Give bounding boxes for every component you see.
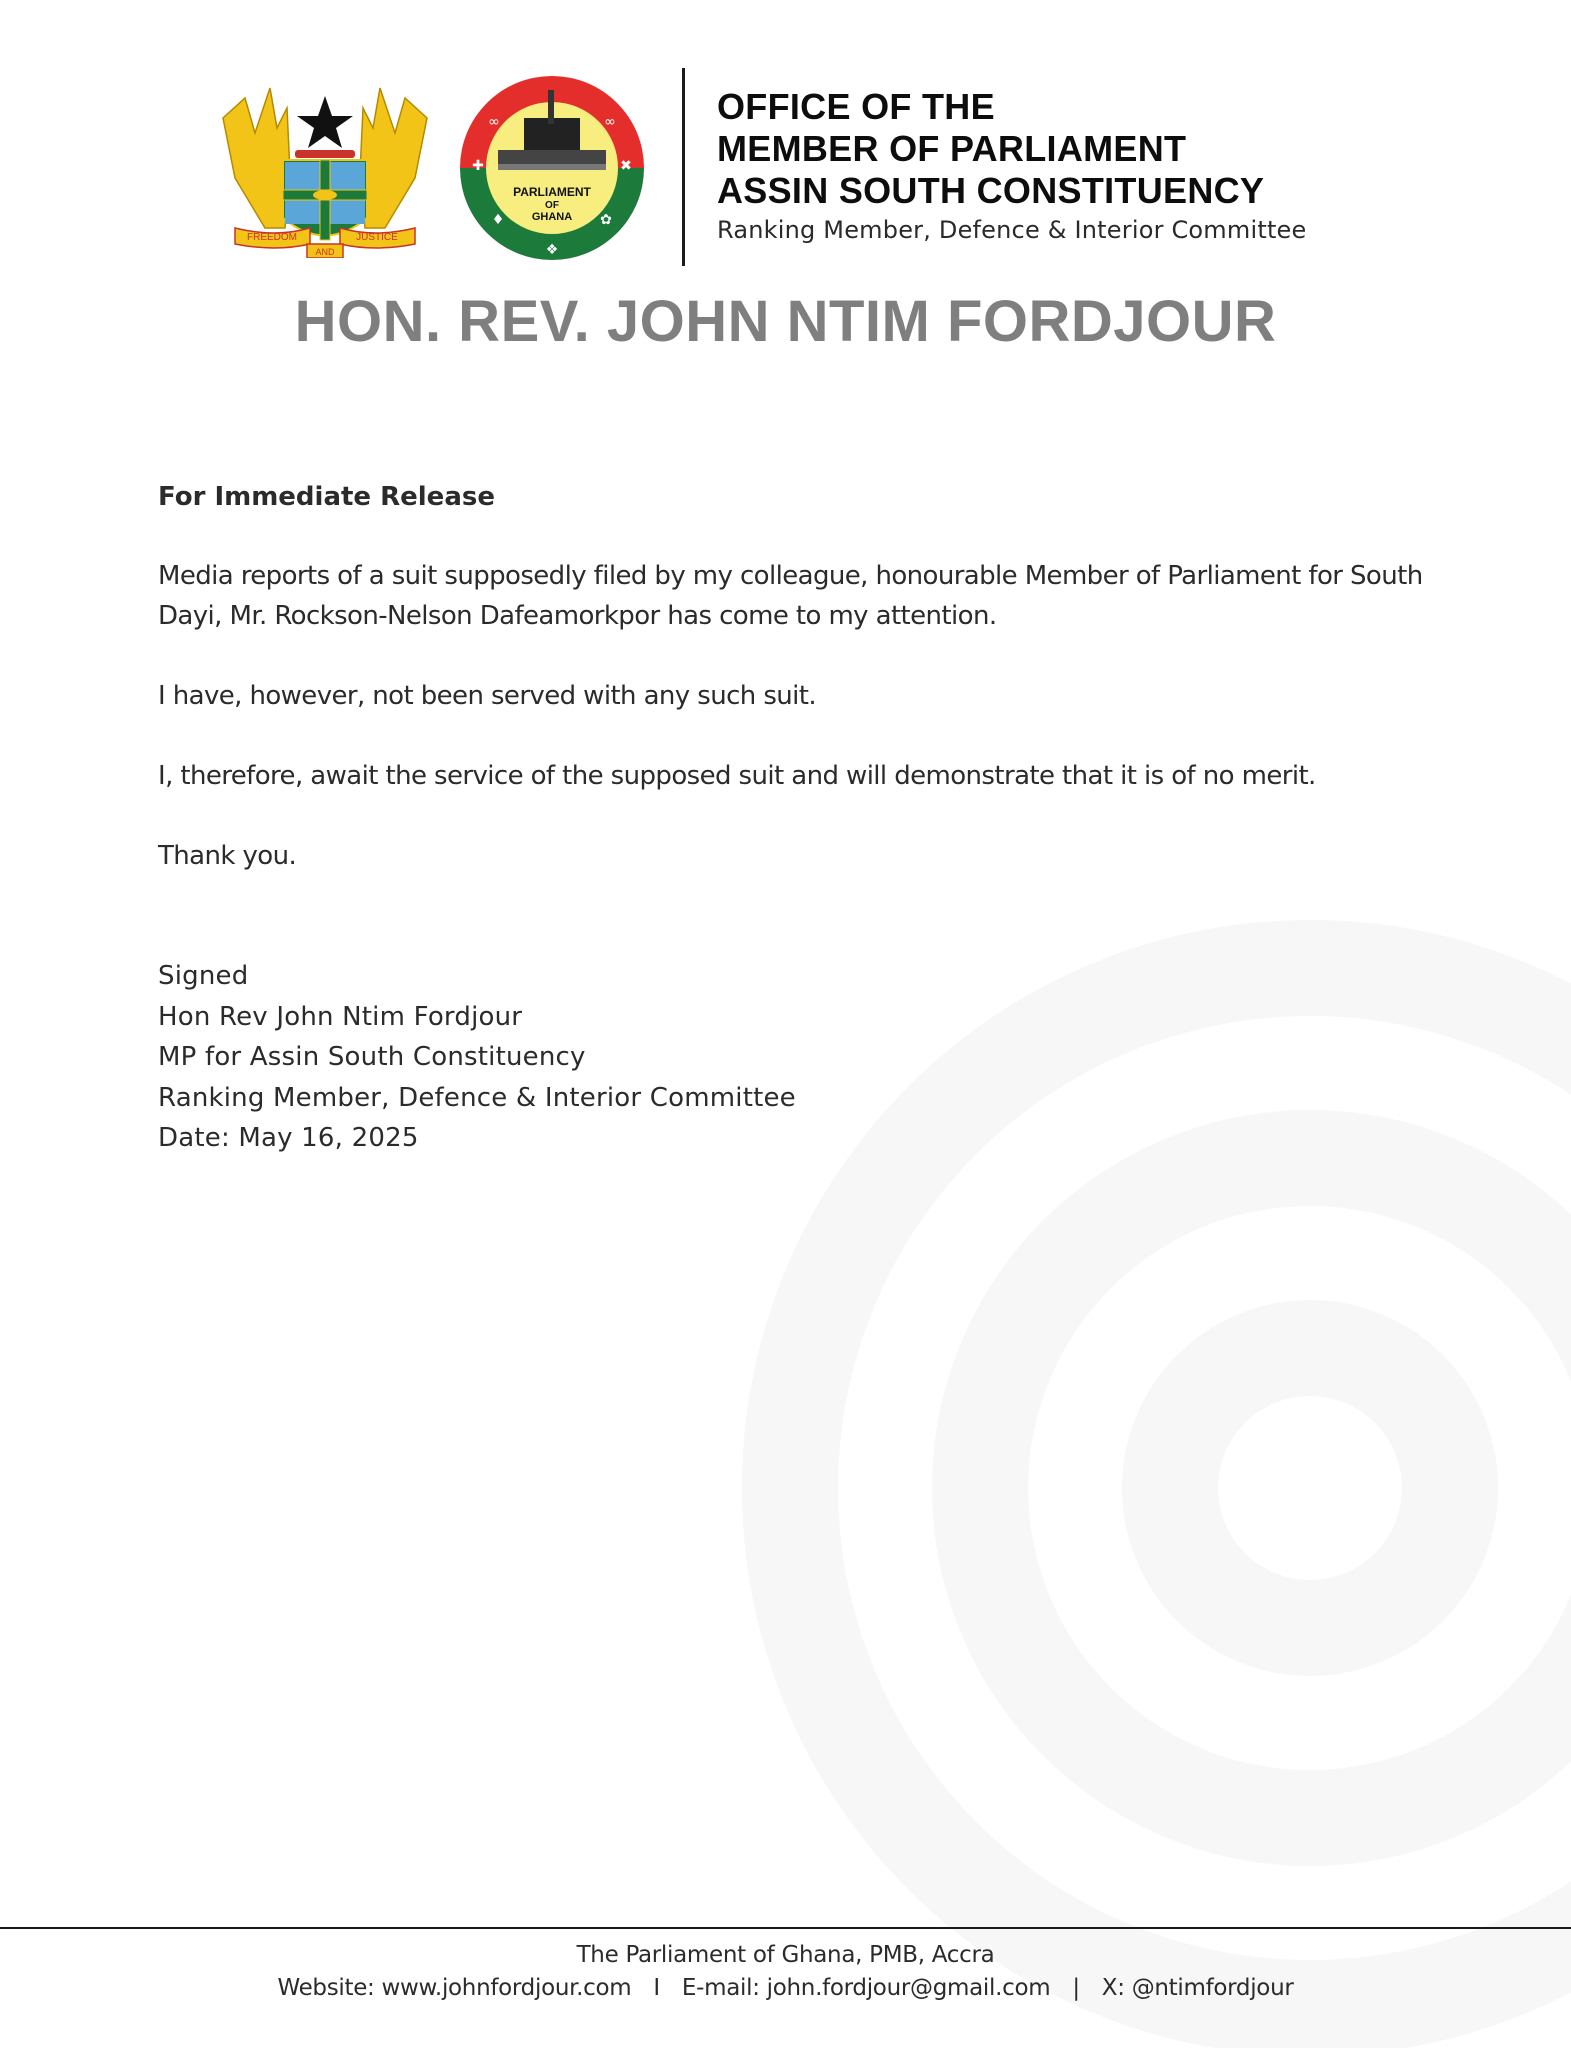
svg-text:✿: ✿	[600, 212, 612, 228]
signature-committee: Ranking Member, Defence & Interior Committee	[158, 1082, 796, 1113]
signature-signed: Signed	[158, 961, 249, 991]
release-label: For Immediate Release	[158, 482, 495, 512]
footer-address: The Parliament of Ghana, PMB, Accra	[576, 1942, 995, 1968]
watermark-ring-inner	[1170, 1348, 1450, 1628]
svg-text:♦: ♦	[491, 212, 505, 228]
footer-x-handle[interactable]: X: @ntimfordjour	[1101, 1975, 1294, 2001]
scroll-justice: JUSTICE	[356, 232, 398, 243]
seal-text-parliament: PARLIAMENT	[513, 185, 591, 199]
office-subtitle: Ranking Member, Defence & Interior Committee	[717, 216, 1307, 244]
signature-date: Date: May 16, 2025	[158, 1123, 419, 1153]
header-divider	[682, 68, 685, 266]
ghana-coat-of-arms-icon	[215, 78, 435, 258]
parliament-of-ghana-seal-icon	[458, 74, 646, 262]
office-line-3: ASSIN SOUTH CONSTITUENCY	[717, 170, 1265, 211]
office-block	[717, 86, 1307, 246]
letter-body	[158, 478, 1438, 1159]
paragraph-2: I have, however, not been served with any such suit.	[158, 681, 817, 711]
office-line-1: OFFICE OF THE	[717, 86, 995, 127]
watermark-ring-middle	[980, 1158, 1571, 1818]
svg-text:∞: ∞	[488, 114, 500, 130]
office-line-2: MEMBER OF PARLIAMENT	[717, 128, 1187, 169]
signature-block	[158, 956, 1438, 1159]
svg-text:✚: ✚	[472, 158, 484, 174]
svg-text:∞: ∞	[604, 114, 616, 130]
mp-name-heading: HON. REV. JOHN NTIM FORDJOUR	[294, 289, 1277, 354]
footer-contacts	[0, 1972, 1571, 2005]
paragraph-4: Thank you.	[158, 841, 297, 871]
footer-separator: |	[1072, 1975, 1080, 2001]
seal-text-ghana: GHANA	[531, 211, 573, 223]
paragraph-1: Media reports of a suit supposedly filed by my colleague, honourable Member of Parliament for South Dayi, Mr. Rockson-Nelson Dafeamorkpor has come to my attention.	[158, 561, 1423, 631]
seal-text-of: OF	[545, 200, 559, 211]
svg-text:✖: ✖	[620, 158, 632, 174]
footer-rule	[0, 1927, 1571, 1929]
signature-constituency: MP for Assin South Constituency	[158, 1042, 586, 1072]
signature-name: Hon Rev John Ntim Fordjour	[158, 1001, 523, 1032]
svg-text:❖: ❖	[545, 242, 559, 258]
scroll-and: AND	[315, 247, 335, 257]
footer-separator: I	[653, 1975, 660, 2001]
scroll-freedom: FREEDOM	[247, 232, 297, 243]
footer-email[interactable]: E-mail: john.fordjour@gmail.com	[681, 1975, 1051, 2001]
footer-website[interactable]: Website: www.johnfordjour.com	[277, 1975, 632, 2001]
paragraph-3: I, therefore, await the service of the supposed suit and will demonstrate that it is of no merit.	[158, 761, 1316, 791]
footer	[0, 1939, 1571, 2005]
